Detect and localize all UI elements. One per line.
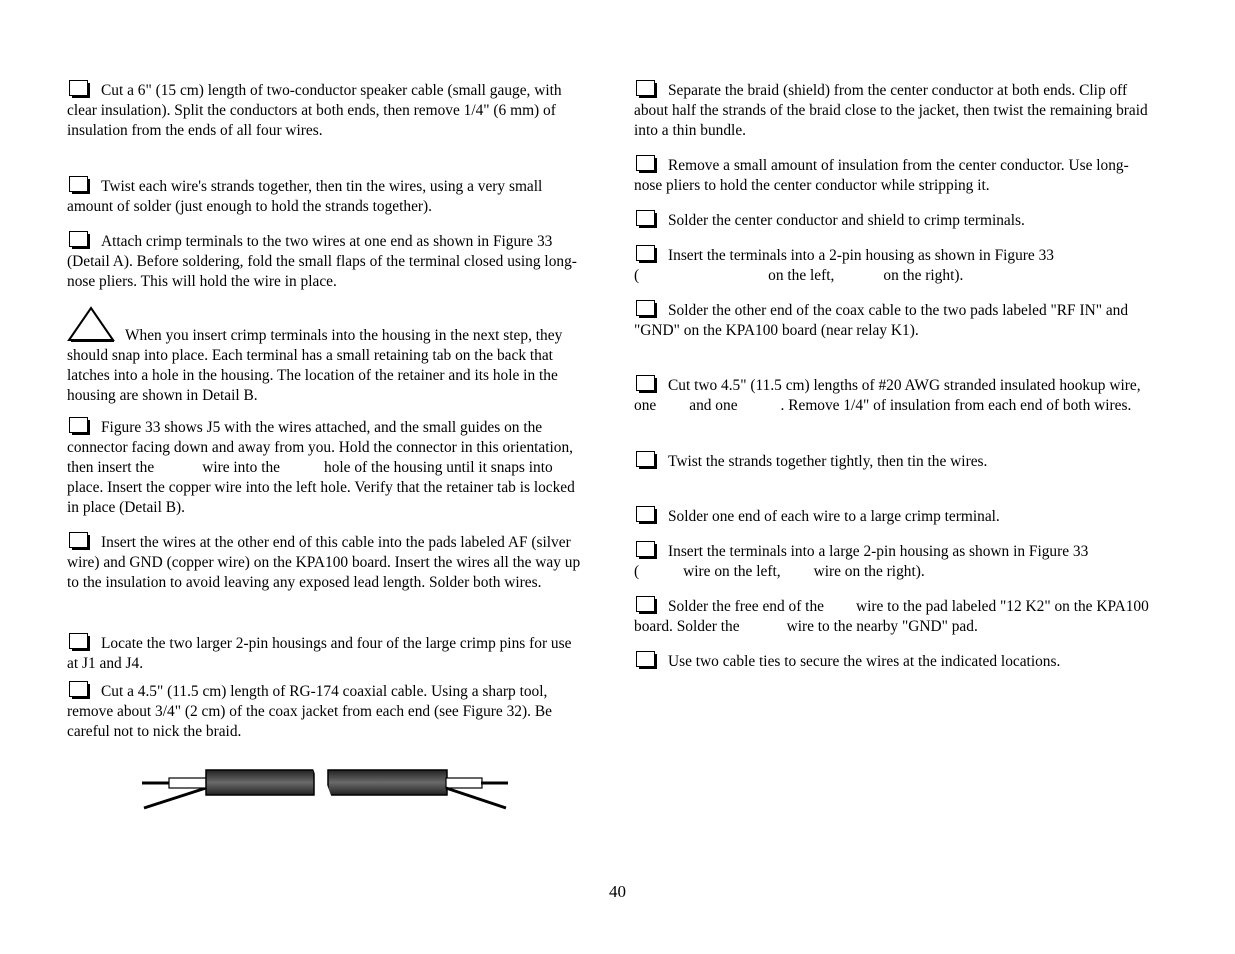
caution-triangle-icon [67,306,115,342]
checkbox-icon[interactable] [636,596,655,612]
step-solder-to-crimp: Solder the center conductor and shield to crimp terminals. [634,210,1025,231]
step-cable-ties: Use two cable ties to secure the wires at the indicated locations. [634,651,1060,672]
step-solder-large-crimp: Solder one end of each wire to a large crimp terminal. [634,506,1000,527]
step-insert-af-gnd: Insert the wires at the other end of this cable into the pads labeled AF (silver wire) and GND (copper wire) on the KPA100 board. Insert the wires all the way up to the insulation to avoid leaving any exposed lead length. Solder both wires. [67,534,581,591]
step-twist-tin-wires: Twist each wire's strands together, then tin the wires, using a very small amount of solder (just enough to hold the strands together). [67,178,543,215]
coax-jacket-right [328,770,447,795]
checkbox-icon[interactable] [636,80,655,96]
step-strip-center-conductor: Remove a small amount of insulation from the center conductor. Use long-nose pliers to hold the center conductor while stripping it. [634,157,1129,194]
checkbox-icon[interactable] [69,681,88,697]
checkbox-icon[interactable] [636,651,655,667]
coax-jacket-left [206,770,314,795]
step-separate-braid: Separate the braid (shield) from the center conductor at both ends. Clip off about half the strands of the braid close to the jacket, then twist the remaining braid into a thin bundle. [634,82,1148,139]
checkbox-icon[interactable] [636,541,655,557]
caution-note: When you insert crimp terminals into the housing in the next step, they should snap into place. Each terminal has a small retaining tab on the back that latches into a hole in the housing. The location of the retainer and its hole in the housing are shown in Detail B. [67,306,582,406]
checkbox-icon[interactable] [636,375,655,391]
page-number: 40 [609,882,626,901]
checkbox-icon[interactable] [636,506,655,522]
checkbox-icon[interactable] [69,532,88,548]
checkbox-icon[interactable] [636,245,655,261]
step-insert-large-housing: Insert the terminals into a large 2-pin housing as shown in Figure 33 ( wire on the left, wire on the right). [634,543,1089,580]
right-cable-end [446,778,508,808]
coax-cable-figure [142,766,512,816]
checkbox-icon[interactable] [636,155,655,171]
step-solder-rf-in: Solder the other end of the coax cable to the two pads labeled "RF IN" and "GND" on the KPA100 board (near relay K1). [634,302,1129,339]
step-cut-speaker-cable: Cut a 6" (15 cm) length of two-conductor speaker cable (small gauge, with clear insulation). Split the conductors at both ends, then remove 1/4" (6 mm) of insulation from the ends of all four wires. [67,82,562,139]
checkbox-icon[interactable] [636,210,655,226]
step-twist-strands: Twist the strands together tightly, then tin the wires. [634,451,987,472]
checkbox-icon[interactable] [636,300,655,316]
checkbox-icon[interactable] [69,231,88,247]
checkbox-icon[interactable] [69,417,88,433]
step-attach-crimp-terminals: Attach crimp terminals to the two wires at one end as shown in Figure 33 (Detail A). Before soldering, fold the small flaps of the terminal closed using long-nose pliers. This will hold the wire in place. [67,233,577,290]
left-cable-end [142,778,207,808]
checkbox-icon[interactable] [69,176,88,192]
step-insert-wires-j5: Figure 33 shows J5 with the wires attached, and the small guides on the connector facing down and away from you. Hold the connector in this orientation, then insert the wire into the hole of the housing until it snaps into place. Insert the copper wire into the left hole. Verify that the retainer tab is locked in place (Detail B). [67,419,575,516]
step-cut-coax: Cut a 4.5" (11.5 cm) length of RG-174 coaxial cable. Using a sharp tool, remove about 3/4" (2 cm) of the coax jacket from each end (see Figure 32). Be careful not to nick the braid. [67,683,552,740]
checkbox-icon[interactable] [636,451,655,467]
step-cut-hookup-wire: Cut two 4.5" (11.5 cm) lengths of #20 AWG stranded insulated hookup wire, one and one . Remove 1/4" of insulation from each end of both wires. [634,377,1141,414]
step-locate-housings: Locate the two larger 2-pin housings and four of the large crimp pins for use at J1 and J4. [67,635,572,672]
step-solder-12-k2: Solder the free end of the wire to the pad labeled "12 K2" on the KPA100 board. Solder the wire to the nearby "GND" pad. [634,598,1149,635]
step-insert-2pin-housing: Insert the terminals into a 2-pin housing as shown in Figure 33 ( on the left, on the right). [634,247,1054,284]
checkbox-icon[interactable] [69,80,88,96]
checkbox-icon[interactable] [69,633,88,649]
